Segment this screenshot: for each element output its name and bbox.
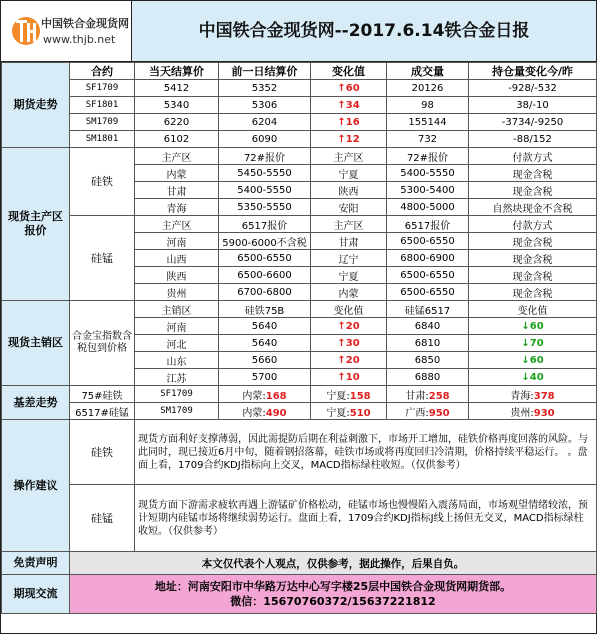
sales-region: 江苏 [135, 369, 219, 386]
spot-manganese-label: 硅锰 [70, 216, 135, 301]
spot-cell: 6500-6550 [387, 267, 469, 284]
sales-section-label: 现货主销区 [2, 301, 70, 386]
spot-cell: 付款方式 [469, 148, 597, 165]
logo-name: 中国铁合金现货网 [41, 17, 129, 30]
basis-value: 宁夏:158 [311, 386, 387, 403]
spot-cell: 6500-6550 [219, 250, 311, 267]
arrow-up-icon: ↑ [337, 133, 346, 145]
spot-cell: 自然块现金不含税 [469, 199, 597, 216]
page-title: 中国铁合金现货网--2017.6.14铁合金日报 [131, 1, 596, 61]
arrow-up-icon: ↑ [337, 320, 346, 332]
spot-cell: 6500-6550 [387, 233, 469, 250]
basis-value: 贵州:930 [469, 403, 597, 420]
spot-cell: 5900-6000不含税 [219, 233, 311, 250]
basis-section-label: 基差走势 [2, 386, 70, 420]
spot-cell: 宁夏 [311, 267, 387, 284]
sales-region: 山东 [135, 352, 219, 369]
sales-col: 硅锰6517 [387, 301, 469, 318]
open-interest: 38/-10 [469, 97, 597, 114]
sife-price: 5700 [219, 369, 311, 386]
contact-info [70, 575, 597, 614]
basis-product: 75#硅铁 [70, 386, 135, 403]
sife-change: ↑20 [311, 318, 387, 335]
arrow-down-icon: ↓ [521, 337, 530, 349]
spot-cell: 贵州 [135, 284, 219, 301]
basis-value: 宁夏:510 [311, 403, 387, 420]
sife-change: ↑20 [311, 352, 387, 369]
simn-change: ↓60 [469, 352, 597, 369]
spot-cell: 5400-5550 [219, 182, 311, 199]
sife-change: ↑10 [311, 369, 387, 386]
spot-cell: 宁夏 [311, 165, 387, 182]
simn-price: 6810 [387, 335, 469, 352]
spot-cell: 现金含税 [469, 250, 597, 267]
spot-manganese-row [2, 216, 597, 233]
advice-manganese-label: 硅锰 [70, 485, 135, 552]
advice-manganese-text: 现货方面下游需求疲软再遇上游锰矿价格松动，硅锰市场也慢慢陷入震荡局面，市场观望情绪较浓，预计短期内硅锰市场将继续弱势运行。盘面上看，1709合约KDJ指标J线上扬但无交叉，MACD指标绿柱收短。（仅供参考） [135, 485, 597, 552]
col-today-settle: 当天结算价 [135, 63, 219, 80]
simn-change: ↓60 [469, 318, 597, 335]
spot-cell: 内蒙 [135, 165, 219, 182]
spot-cell: 4800-5000 [387, 199, 469, 216]
advice-section-label: 操作建议 [2, 420, 70, 552]
basis-value: 内蒙:490 [219, 403, 311, 420]
prev-settle: 6204 [219, 114, 311, 131]
futures-row [2, 114, 597, 131]
report-table [1, 62, 597, 614]
futures-section-label: 期货走势 [2, 63, 70, 148]
spot-cell: 6517报价 [387, 216, 469, 233]
spot-cell: 5350-5550 [219, 199, 311, 216]
arrow-down-icon: ↓ [521, 371, 530, 383]
spot-cell: 5300-5400 [387, 182, 469, 199]
sales-region: 河北 [135, 335, 219, 352]
sales-sublabel: 合金宝指数含税包到价格 [70, 301, 135, 386]
basis-value: 青海:378 [469, 386, 597, 403]
basis-row [2, 386, 597, 403]
spot-cell: 主产区 [135, 148, 219, 165]
contract-code: SM1709 [70, 114, 135, 131]
sife-price: 5660 [219, 352, 311, 369]
spot-cell: 6700-6800 [219, 284, 311, 301]
spot-cell: 主产区 [311, 216, 387, 233]
spot-cell: 安阳 [311, 199, 387, 216]
spot-cell: 青海 [135, 199, 219, 216]
col-change: 变化值 [311, 63, 387, 80]
arrow-up-icon: ↑ [337, 116, 346, 128]
col-prev-settle: 前一日结算价 [219, 63, 311, 80]
spot-cell: 陕西 [135, 267, 219, 284]
change-value: ↑12 [311, 131, 387, 148]
open-interest: -3734/-9250 [469, 114, 597, 131]
advice-row [2, 420, 597, 485]
spot-cell: 现金含税 [469, 233, 597, 250]
today-settle: 5412 [135, 80, 219, 97]
disclaimer-row [2, 552, 597, 575]
simn-change: ↓40 [469, 369, 597, 386]
change-value: ↑60 [311, 80, 387, 97]
spot-cell: 内蒙 [311, 284, 387, 301]
contract-code: SF1801 [70, 97, 135, 114]
spot-cell: 5400-5550 [387, 165, 469, 182]
contract-code: SF1709 [70, 80, 135, 97]
spot-silicon-label: 硅铁 [70, 148, 135, 216]
basis-row [2, 403, 597, 420]
col-volume: 成交量 [387, 63, 469, 80]
basis-value: 广西:950 [387, 403, 469, 420]
spot-cell: 6500-6550 [387, 284, 469, 301]
volume: 155144 [387, 114, 469, 131]
sife-price: 5640 [219, 335, 311, 352]
sales-region: 河南 [135, 318, 219, 335]
spot-cell: 辽宁 [311, 250, 387, 267]
sife-change: ↑30 [311, 335, 387, 352]
sife-price: 5640 [219, 318, 311, 335]
sales-header-row [2, 301, 597, 318]
spot-cell: 主产区 [311, 148, 387, 165]
spot-cell: 现金含税 [469, 267, 597, 284]
contact-wechat: 微信：15670760372/15637221812 [230, 595, 436, 608]
spot-cell: 6517报价 [219, 216, 311, 233]
arrow-up-icon: ↑ [337, 99, 346, 111]
col-open-interest: 持仓量变化今/昨 [469, 63, 597, 80]
volume: 98 [387, 97, 469, 114]
spot-cell: 主产区 [135, 216, 219, 233]
futures-row [2, 97, 597, 114]
contact-address: 地址：河南安阳市中华路万达中心写字楼25层中国铁合金现货网期货部。 [154, 580, 512, 593]
site-logo[interactable] [5, 7, 130, 55]
spot-section-label: 现货主产区报价 [2, 148, 70, 301]
arrow-down-icon: ↓ [521, 354, 530, 366]
sales-col: 主销区 [135, 301, 219, 318]
change-value: ↑34 [311, 97, 387, 114]
logo-mark-icon [11, 11, 41, 51]
report-header [1, 1, 596, 62]
sales-col: 硅铁75B [219, 301, 311, 318]
simn-change: ↓70 [469, 335, 597, 352]
prev-settle: 5352 [219, 80, 311, 97]
spot-cell: 甘肃 [135, 182, 219, 199]
basis-product: 6517#硅锰 [70, 403, 135, 420]
logo-url[interactable]: www.thjb.net [43, 33, 116, 46]
basis-value: 甘肃:258 [387, 386, 469, 403]
basis-contract: SM1709 [135, 403, 219, 420]
open-interest: -88/152 [469, 131, 597, 148]
spot-cell: 5450-5550 [219, 165, 311, 182]
arrow-up-icon: ↑ [337, 82, 346, 94]
volume: 732 [387, 131, 469, 148]
today-settle: 6220 [135, 114, 219, 131]
today-settle: 6102 [135, 131, 219, 148]
prev-settle: 5306 [219, 97, 311, 114]
disclaimer-text: 本文仅代表个人观点，仅供参考，据此操作，后果自负。 [70, 552, 597, 575]
spot-cell: 现金含税 [469, 284, 597, 301]
spot-silicon-row [2, 148, 597, 165]
sales-col: 变化值 [469, 301, 597, 318]
spot-cell: 72#报价 [219, 148, 311, 165]
spot-cell: 6500-6600 [219, 267, 311, 284]
arrow-up-icon: ↑ [337, 337, 346, 349]
spot-cell: 山西 [135, 250, 219, 267]
contract-code: SM1801 [70, 131, 135, 148]
simn-price: 6840 [387, 318, 469, 335]
open-interest: -928/-532 [469, 80, 597, 97]
simn-price: 6850 [387, 352, 469, 369]
spot-cell: 付款方式 [469, 216, 597, 233]
spot-cell: 现金含税 [469, 165, 597, 182]
futures-header-row [2, 63, 597, 80]
arrow-up-icon: ↑ [337, 371, 346, 383]
spot-cell: 72#报价 [387, 148, 469, 165]
col-contract: 合约 [70, 63, 135, 80]
advice-silicon-text: 现货方面利好支撑薄弱，因此需提防后期在利益刺激下，市场开工增加，硅铁价格再度回落的风险。与此同时，现已接近6月中旬，随着钢招落幕，硅铁市场或将再度回归冷清期，价格持续平稳运行。 。盘面上看，1709合约KDJ指标向上交叉，MACD指标绿柱收短。（仅供参考） [135, 420, 597, 485]
basis-value: 内蒙:168 [219, 386, 311, 403]
futures-row [2, 80, 597, 97]
advice-silicon-label: 硅铁 [70, 420, 135, 485]
prev-settle: 6090 [219, 131, 311, 148]
spot-cell: 现金含税 [469, 182, 597, 199]
simn-price: 6880 [387, 369, 469, 386]
arrow-down-icon: ↓ [521, 320, 530, 332]
basis-contract: SF1709 [135, 386, 219, 403]
spot-cell: 6800-6900 [387, 250, 469, 267]
today-settle: 5340 [135, 97, 219, 114]
contact-row [2, 575, 597, 614]
spot-cell: 甘肃 [311, 233, 387, 250]
advice-row [2, 485, 597, 552]
disclaimer-label: 免责声明 [2, 552, 70, 575]
contact-label: 期现交流 [2, 575, 70, 614]
sales-col: 变化值 [311, 301, 387, 318]
volume: 20126 [387, 80, 469, 97]
spot-cell: 陕西 [311, 182, 387, 199]
futures-row [2, 131, 597, 148]
change-value: ↑16 [311, 114, 387, 131]
arrow-up-icon: ↑ [337, 354, 346, 366]
spot-cell: 河南 [135, 233, 219, 250]
